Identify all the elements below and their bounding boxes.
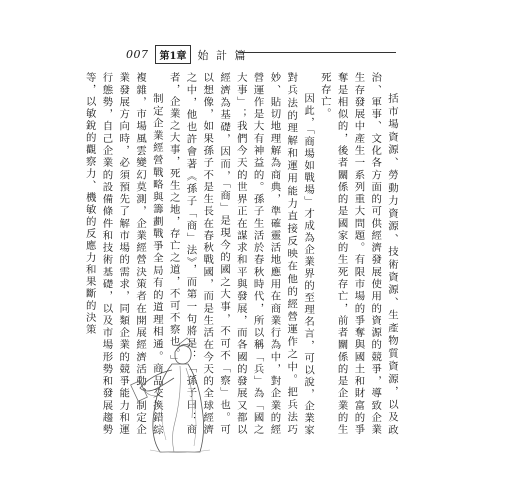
scholar-illustration <box>120 330 220 455</box>
paragraph: 括市場資源、勞動力資源、技術資源、生產物質資源，以及政治、軍事、文化各方面的可供經濟發展使用的資源的競爭，導致企業生存發展中產生一系列重大問題。有限市場的爭奪與國土和財富的爭奪是相似的，後者關係的是國家的生死存亡，前者關係的是企業的生死存亡。 <box>318 72 398 436</box>
paragraph: 因此，「商場如戰場」才成為企業界的至理名言，可以說，企業家對兵法的理解和運用能力直接反映在他的經營運作之中。把兵法巧妙、貼切地理解為商典，準確靈活地應用在商業行為中，對企業的經營運作是大有神益的。孫子生活於春秋時代，所以稱「兵」為「國之大事」；我們今天的世界正在謀求和平與發展，而各國的發展又都以經濟為基礎，因而，「商」是現今的國之大事，不可不「察」也。可以想像，如果孫子不是生長在春秋戰國，而是生活在今天的全球經濟之中，他也許會著《孫子「商」法》，而第一句將是：「孫子曰：商者，企業之大事，死生之地，存亡之道，不可不察也。」 <box>167 72 315 436</box>
paragraph: 制定企業經營戰略與籌劃戰爭全局有的道理相通。商品交換錯綜複雜，市場風雲變幻莫測，企業經營決策者在開展經濟活動、制定企業發展方向時，必須預先了解市場的需求，同類企業的競爭能力和運行態勢，自己企業的設備條件和技術基礎，以及市場形勢和發展趨勢等，以敏銳的觀察力、機敏的反應力和果斷的決策 <box>83 72 163 436</box>
section-title: 始 計 篇 <box>197 48 248 62</box>
page-header <box>126 45 247 64</box>
page-number: 007 <box>126 48 149 61</box>
header-divider <box>238 52 396 53</box>
chapter-badge: 第1章 <box>155 45 192 64</box>
